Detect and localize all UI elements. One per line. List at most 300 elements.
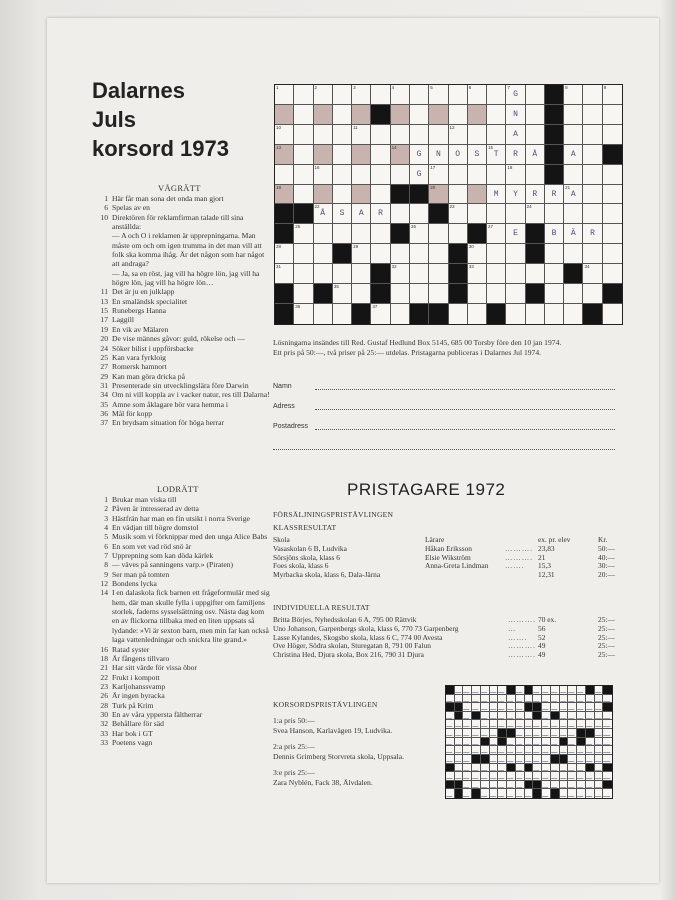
crossword-cell[interactable] [391, 125, 410, 145]
mini-pen-mark [455, 696, 462, 702]
crossword-cell[interactable] [429, 224, 448, 244]
clue-number: 32 [100, 719, 108, 729]
individual-row [273, 651, 621, 660]
mini-pen-mark [516, 721, 523, 727]
crossword-cell[interactable] [564, 204, 583, 224]
crossword-cell[interactable] [506, 125, 525, 145]
crossword-cell[interactable] [487, 105, 506, 125]
mini-cell [542, 686, 551, 695]
crossword-cell[interactable] [564, 224, 583, 244]
crossword-cell[interactable] [449, 145, 468, 165]
crossword-cell[interactable] [410, 165, 429, 185]
crossword-cell[interactable] [333, 204, 352, 224]
crossword-cell[interactable] [391, 165, 410, 185]
cell-number: 17 [430, 164, 436, 170]
crossword-cell[interactable] [333, 304, 352, 324]
mini-pen-mark [569, 782, 576, 788]
crossword-cell[interactable] [468, 185, 487, 205]
mini-pen-mark [586, 790, 594, 797]
crossword-cell[interactable] [564, 145, 583, 165]
mini-pen-mark [507, 756, 514, 762]
crossword-cell[interactable] [468, 145, 487, 165]
crossword-cell[interactable] [564, 185, 583, 205]
clue-item [92, 514, 272, 523]
crossword-cell[interactable] [275, 145, 294, 165]
clue-item [92, 231, 272, 268]
crossword-cell[interactable] [314, 264, 333, 284]
crossword-cell[interactable] [526, 105, 545, 125]
crossword-cell[interactable] [583, 224, 602, 244]
crossword-cell[interactable] [371, 165, 390, 185]
crossword-cell[interactable] [275, 264, 294, 284]
address-field[interactable] [273, 400, 615, 412]
crossword-cell[interactable] [506, 185, 525, 205]
crossword-cell[interactable] [506, 145, 525, 165]
crossword-cell[interactable] [429, 165, 448, 185]
crossword-cell[interactable] [391, 145, 410, 165]
crossword-cell[interactable] [410, 85, 429, 105]
mini-cell [516, 686, 525, 695]
individual-cell-name: Uno Johanson, Garpenbergs skola, klass 6, 770 73 Garpenberg [273, 623, 459, 633]
crossword-cell[interactable] [468, 244, 487, 264]
crossword-cell[interactable] [294, 244, 313, 264]
class-cell-ex: 15,3 [538, 561, 551, 571]
mini-black-square [577, 729, 586, 738]
crossword-cell[interactable] [429, 105, 448, 125]
mini-cell [551, 772, 560, 781]
crossword-cell[interactable] [429, 145, 448, 165]
crossword-cell[interactable] [333, 284, 352, 304]
crossword-cell[interactable] [333, 125, 352, 145]
mini-pen-mark [516, 730, 523, 736]
info-line: Lösningarna insändes till Red. Gustaf Hedlund Box 5145, 685 00 Torsby före den 10 jan 1974. [273, 338, 562, 347]
mini-pen-mark [560, 713, 567, 719]
crossword-cell[interactable] [468, 125, 487, 145]
mini-cell [446, 772, 455, 781]
mini-cell [560, 772, 569, 781]
mini-pen-mark [464, 687, 471, 693]
mini-pen-mark [560, 773, 567, 779]
crossword-cell[interactable] [294, 85, 313, 105]
crossword-cell[interactable] [352, 145, 371, 165]
crossword-cell[interactable] [314, 224, 333, 244]
mini-black-square [586, 686, 595, 695]
clue-number [92, 269, 112, 288]
crossword-cell[interactable] [526, 264, 545, 284]
postal-field[interactable] [273, 420, 615, 432]
crossword-cell[interactable] [275, 125, 294, 145]
crossword-cell[interactable] [526, 204, 545, 224]
crossword-cell[interactable] [429, 284, 448, 304]
mini-cell [595, 686, 604, 695]
mini-cell [595, 764, 604, 773]
crossword-cell[interactable] [352, 165, 371, 185]
crossword-cell[interactable] [275, 165, 294, 185]
crossword-cell[interactable] [583, 165, 602, 185]
crossword-cell[interactable] [487, 185, 506, 205]
crossword-cell[interactable] [526, 85, 545, 105]
crossword-cell[interactable] [314, 165, 333, 185]
crossword-cell[interactable] [429, 125, 448, 145]
handwritten-letter: S [474, 149, 480, 159]
mini-cell [577, 695, 586, 704]
mini-cell [490, 738, 499, 747]
crossword-cell[interactable] [314, 244, 333, 264]
mini-pen-mark [507, 790, 515, 797]
clue-number: 28 [100, 700, 108, 710]
mini-pen-mark [507, 713, 514, 719]
crossword-cell[interactable] [603, 204, 622, 224]
mini-cell [481, 720, 490, 729]
down-heading: LODRÄTT [157, 484, 199, 494]
mini-black-square [446, 781, 455, 790]
crossword-cell[interactable] [506, 105, 525, 125]
crossword-cell[interactable] [391, 105, 410, 125]
clue-number: 21 [100, 663, 108, 673]
crossword-cell[interactable] [526, 165, 545, 185]
crossword-cell[interactable] [526, 304, 545, 324]
crossword-cell[interactable] [333, 145, 352, 165]
mini-cell [463, 772, 472, 781]
crossword-cell[interactable] [429, 264, 448, 284]
crossword-cell[interactable] [545, 264, 564, 284]
cell-number: 24 [526, 204, 532, 210]
crossword-cell[interactable] [429, 185, 448, 205]
crossword-cell[interactable] [564, 284, 583, 304]
crossword-cell[interactable] [583, 284, 602, 304]
crossword-cell[interactable] [333, 224, 352, 244]
mini-black-square [455, 789, 464, 798]
mini-cell [560, 720, 569, 729]
crossword-cell[interactable] [468, 85, 487, 105]
crossword-cell[interactable] [294, 224, 313, 244]
crossword-cell[interactable] [371, 185, 390, 205]
mini-cell [577, 789, 586, 798]
crossword-cell[interactable] [449, 304, 468, 324]
clue-item [92, 719, 272, 728]
crossword-cell[interactable] [506, 244, 525, 264]
individual-cell-kr: 25:— [598, 641, 615, 651]
crossword-cell[interactable] [371, 85, 390, 105]
crossword-cell[interactable] [410, 125, 429, 145]
crossword-cell[interactable] [314, 204, 333, 224]
mini-cell [595, 695, 604, 704]
crossword-cell[interactable] [564, 304, 583, 324]
mini-pen-mark [569, 765, 576, 771]
clue-text: De vise männes gåvor: guld, rökelse och — [112, 334, 245, 344]
black-square [275, 304, 294, 324]
mini-cell [533, 729, 542, 738]
class-cell-kr: 30:— [598, 561, 615, 571]
crossword-cell[interactable] [391, 284, 410, 304]
crossword-cell[interactable] [603, 105, 622, 125]
crossword-cell[interactable] [371, 204, 390, 224]
crossword-cell[interactable] [333, 85, 352, 105]
mini-pen-mark [595, 704, 602, 710]
clue-text: Poetens vagn [112, 737, 153, 747]
crossword-cell[interactable] [314, 125, 333, 145]
mini-cell [603, 738, 612, 747]
crossword-cell[interactable] [371, 145, 390, 165]
crossword-cell[interactable] [391, 304, 410, 324]
mini-pen-mark [446, 713, 453, 719]
mini-black-square [533, 789, 542, 798]
crossword-cell[interactable] [487, 125, 506, 145]
crossword-cell[interactable] [506, 264, 525, 284]
crossword-cell[interactable] [487, 264, 506, 284]
crossword-cell[interactable] [487, 85, 506, 105]
crossword-cell[interactable] [449, 204, 468, 224]
crossword-cell[interactable] [506, 224, 525, 244]
crossword-cell[interactable] [314, 105, 333, 125]
black-square [526, 244, 545, 264]
crossword-cell[interactable] [352, 105, 371, 125]
clue-item [92, 532, 272, 541]
mini-pen-mark [481, 687, 488, 693]
crossword-cell[interactable] [352, 244, 371, 264]
class-heading: KLASSRESULTAT [273, 523, 337, 532]
crossword-cell[interactable] [352, 85, 371, 105]
crossword-cell[interactable] [583, 244, 602, 264]
crossword-cell[interactable] [333, 264, 352, 284]
crossword-cell[interactable] [487, 224, 506, 244]
crossword-cell[interactable] [333, 105, 352, 125]
crossword-cell[interactable] [468, 204, 487, 224]
mini-cell [481, 695, 490, 704]
crossword-cell[interactable] [391, 264, 410, 284]
crossword-cell[interactable] [371, 304, 390, 324]
crossword-cell[interactable] [603, 244, 622, 264]
crossword-cell[interactable] [526, 185, 545, 205]
crossword-cell[interactable] [506, 204, 525, 224]
crossword-cell[interactable] [468, 105, 487, 125]
crossword-cell[interactable] [603, 224, 622, 244]
mini-pen-mark [595, 687, 602, 693]
crossword-cell[interactable] [545, 204, 564, 224]
crossword-cell[interactable] [603, 125, 622, 145]
mini-cell [481, 772, 490, 781]
crossword-cell[interactable] [294, 185, 313, 205]
crossword-cell[interactable] [275, 244, 294, 264]
cell-number: 37 [372, 304, 378, 310]
mini-pen-mark [603, 790, 612, 797]
mini-pen-mark [542, 713, 549, 719]
mini-pen-mark [551, 773, 558, 779]
crossword-cell[interactable] [583, 145, 602, 165]
crossword-cell[interactable] [583, 264, 602, 284]
mini-pen-mark [472, 704, 479, 710]
mini-cell [603, 746, 612, 755]
crossword-cell[interactable] [294, 165, 313, 185]
mini-black-square [533, 781, 542, 790]
crossword-cell[interactable] [371, 224, 390, 244]
mini-pen-mark [595, 782, 602, 788]
extra-line[interactable] [273, 440, 615, 452]
crossword-cell[interactable] [506, 85, 525, 105]
crossword-cell[interactable] [583, 204, 602, 224]
mini-cell [481, 703, 490, 712]
crossword-cell[interactable] [603, 185, 622, 205]
mini-black-square [577, 738, 586, 747]
crossword-cell[interactable] [487, 145, 506, 165]
crossword-cell[interactable] [583, 125, 602, 145]
clue-item [92, 504, 272, 513]
crossword-cell[interactable] [294, 105, 313, 125]
mini-pen-mark [586, 721, 593, 727]
crossword-cell[interactable] [410, 145, 429, 165]
crossword-cell[interactable] [564, 105, 583, 125]
class-cell-school: Myrbacka skola, klass 6, Dala-Järna [273, 570, 381, 580]
crossword-cell[interactable] [603, 264, 622, 284]
crossword-cell[interactable] [564, 125, 583, 145]
crossword-cell[interactable] [545, 185, 564, 205]
crossword-cell[interactable] [564, 244, 583, 264]
crossword-cell[interactable] [564, 165, 583, 185]
mini-cell [481, 712, 490, 721]
crossword-cell[interactable] [391, 244, 410, 264]
crossword-cell[interactable] [468, 304, 487, 324]
crossword-cell[interactable] [294, 284, 313, 304]
crossword-cell[interactable] [526, 125, 545, 145]
crossword-cell[interactable] [545, 284, 564, 304]
crossword-cell[interactable] [352, 185, 371, 205]
crossword-cell[interactable] [371, 244, 390, 264]
mini-pen-mark [455, 765, 462, 771]
crossword-cell[interactable] [294, 264, 313, 284]
mini-cell [560, 703, 569, 712]
crossword-cell[interactable] [275, 105, 294, 125]
crossword-cell[interactable] [603, 85, 622, 105]
crossword-cell[interactable] [352, 284, 371, 304]
clue-text: — Ja, sa en röst, jag vill ha högre lön, jag vill ha högre lön, jag vill ha högre lön… [112, 268, 260, 288]
mini-cell [498, 695, 507, 704]
mini-pen-mark [507, 782, 514, 788]
clue-item [92, 315, 272, 324]
crossword-cell[interactable] [545, 304, 564, 324]
mini-pen-mark [525, 790, 533, 797]
crossword-cell[interactable] [352, 224, 371, 244]
crossword-cell[interactable] [449, 85, 468, 105]
crossword-cell[interactable] [603, 304, 622, 324]
crossword-cell[interactable] [506, 165, 525, 185]
clue-item [92, 682, 272, 691]
individual-cell-name: Lasse Kylandes, Skogsbo skola, klass 6 C, 774 00 Avesta [273, 632, 443, 642]
clue-number: 27 [100, 362, 108, 372]
crossword-cell[interactable] [275, 85, 294, 105]
mini-cell [551, 695, 560, 704]
cell-number: 3 [353, 85, 356, 90]
crossword-cell[interactable] [583, 185, 602, 205]
crossword-cell[interactable] [583, 105, 602, 125]
crossword-cell[interactable] [449, 105, 468, 125]
crossword-cell[interactable] [294, 304, 313, 324]
crossword-cell[interactable] [391, 85, 410, 105]
crossword-cell[interactable] [526, 145, 545, 165]
crossword-cell[interactable] [449, 165, 468, 185]
mini-pen-mark [446, 696, 453, 702]
mini-pen-mark [481, 790, 489, 797]
crossword-cell[interactable] [449, 185, 468, 205]
black-square [487, 304, 506, 324]
crossword-cell[interactable] [391, 204, 410, 224]
crossword-cell[interactable] [468, 264, 487, 284]
crossword-cell[interactable] [487, 165, 506, 185]
mini-black-square [525, 764, 534, 773]
mini-cell [595, 755, 604, 764]
clue-number: 26 [100, 691, 108, 701]
crossword-cell[interactable] [410, 224, 429, 244]
crossword-cell[interactable] [583, 85, 602, 105]
individual-cell-ex: 52 [538, 632, 546, 642]
crossword-cell[interactable] [410, 284, 429, 304]
crossword-cell[interactable] [333, 185, 352, 205]
clue-number: 35 [100, 399, 108, 409]
clue-text: Har bok i GT [112, 728, 153, 738]
crossword-cell[interactable] [506, 284, 525, 304]
crossword-grid[interactable] [274, 84, 623, 325]
crossword-cell[interactable] [410, 105, 429, 125]
crossword-cell[interactable] [429, 85, 448, 105]
mini-pen-mark [577, 696, 584, 702]
crossword-cell[interactable] [294, 125, 313, 145]
crossword-cell[interactable] [449, 224, 468, 244]
crossword-cell[interactable] [506, 304, 525, 324]
crossword-cell[interactable] [468, 165, 487, 185]
mini-cell [463, 729, 472, 738]
mini-cell [577, 764, 586, 773]
mini-cell [560, 686, 569, 695]
mini-cell [525, 712, 534, 721]
crossword-cell[interactable] [545, 224, 564, 244]
mini-cell [507, 781, 516, 790]
mini-pen-mark [507, 721, 514, 727]
crossword-cell[interactable] [352, 264, 371, 284]
crossword-cell[interactable] [429, 244, 448, 264]
name-field[interactable] [273, 380, 615, 392]
clue-item [92, 551, 272, 560]
crossword-cell[interactable] [487, 244, 506, 264]
crossword-cell[interactable] [487, 204, 506, 224]
crossword-cell[interactable] [487, 284, 506, 304]
crossword-cell[interactable] [410, 204, 429, 224]
crossword-cell[interactable] [314, 145, 333, 165]
crossword-cell[interactable] [352, 204, 371, 224]
clue-text: — väves på sanningens varp.» (Piraten) [112, 560, 234, 570]
clue-item [92, 738, 272, 747]
cell-number: 36 [295, 304, 301, 310]
mini-pen-mark [525, 721, 532, 727]
crossword-cell[interactable] [603, 165, 622, 185]
crossword-cell[interactable] [314, 185, 333, 205]
crossword-cell[interactable] [314, 85, 333, 105]
crossword-cell[interactable] [410, 264, 429, 284]
crossword-cell[interactable] [275, 185, 294, 205]
crossword-cell[interactable] [333, 165, 352, 185]
mini-pen-mark [595, 790, 603, 797]
crossword-cell[interactable] [294, 145, 313, 165]
mini-pen-mark [516, 790, 524, 797]
crossword-cell[interactable] [564, 85, 583, 105]
mini-black-square [586, 764, 595, 773]
crossword-cell[interactable] [314, 304, 333, 324]
crossword-cell[interactable] [410, 244, 429, 264]
crossword-cell[interactable] [545, 244, 564, 264]
crossword-cell[interactable] [352, 125, 371, 145]
crossword-cell[interactable] [449, 125, 468, 145]
crossword-cell[interactable] [468, 284, 487, 304]
mini-cell [542, 695, 551, 704]
crossword-cell[interactable] [371, 125, 390, 145]
